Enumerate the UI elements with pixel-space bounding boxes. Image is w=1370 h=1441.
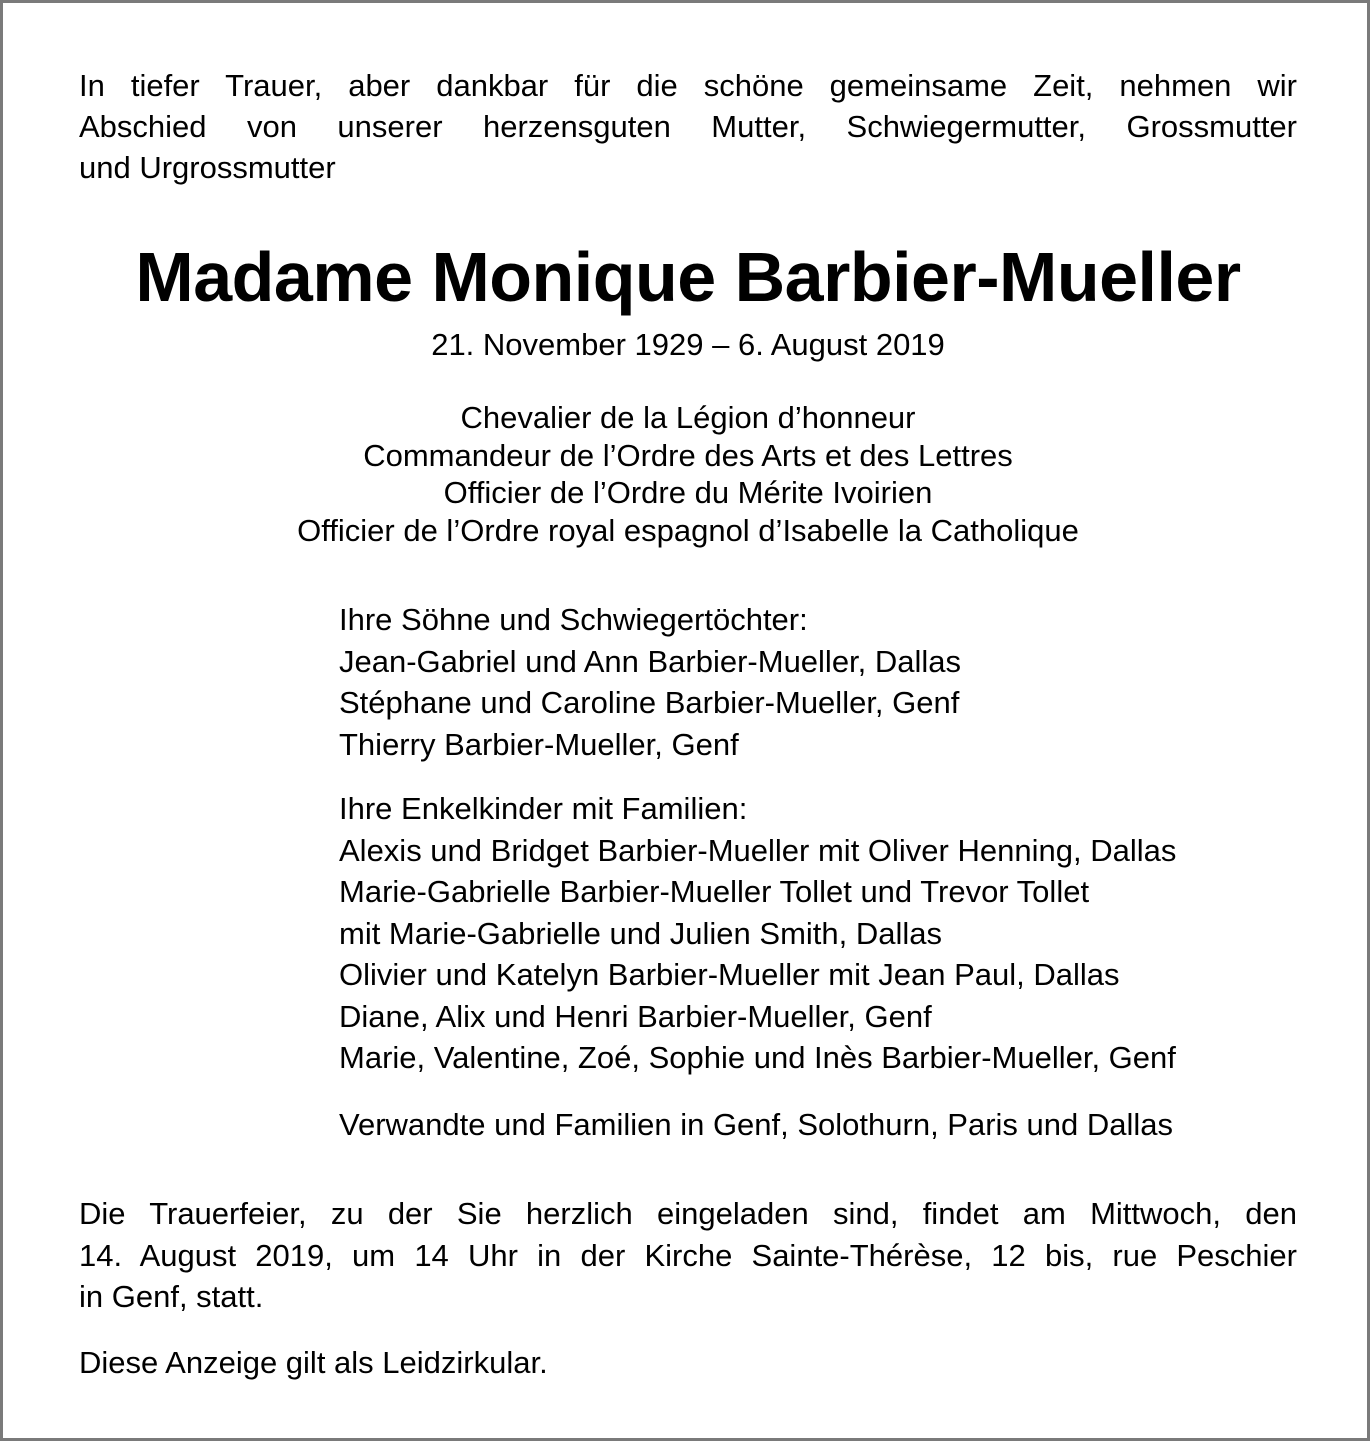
- intro-line: Abschied von unserer herzensguten Mutter, Schwiegermutter, Grossmutter: [79, 109, 1297, 144]
- family-line: Stéphane und Caroline Barbier-Mueller, Genf: [339, 685, 960, 720]
- ceremony-line: Die Trauerfeier, zu der Sie herzlich eingeladen sind, findet am Mittwoch, den: [79, 1196, 1297, 1231]
- intro-line: und Urgrossmutter: [79, 150, 336, 185]
- intro-line: In tiefer Trauer, aber dankbar für die schöne gemeinsame Zeit, nehmen wir: [79, 68, 1297, 103]
- sons-heading: Ihre Söhne und Schwiegertöchter:: [339, 602, 808, 637]
- notice-text: Diese Anzeige gilt als Leidzirkular.: [79, 1345, 548, 1380]
- family-line: Thierry Barbier-Mueller, Genf: [339, 726, 739, 762]
- grandchildren-list: [339, 788, 1339, 1079]
- family-line: Diane, Alix und Henri Barbier-Mueller, Genf: [339, 998, 932, 1034]
- family-line: Marie-Gabrielle Barbier-Mueller Tollet und Trevor Tollet: [339, 874, 1090, 909]
- ceremony-line: 14. August 2019, um 14 Uhr in der Kirche Sainte-Thérèse, 12 bis, rue Peschier: [79, 1237, 1297, 1273]
- honor-item: Commandeur de l’Ordre des Arts et des Lettres: [363, 437, 1013, 473]
- family-line: Alexis und Bridget Barbier-Mueller mit Oliver Henning, Dallas: [339, 832, 1177, 868]
- family-line: Jean-Gabriel und Ann Barbier-Mueller, Dallas: [339, 643, 962, 679]
- family-line: Olivier und Katelyn Barbier-Mueller mit Jean Paul, Dallas: [339, 957, 1120, 992]
- deceased-name: Madame Monique Barbier-Mueller: [135, 238, 1241, 316]
- family-line: mit Marie-Gabrielle und Julien Smith, Dallas: [339, 915, 943, 951]
- life-dates: 21. November 1929 – 6. August 2019: [431, 327, 945, 362]
- grandchildren-heading: Ihre Enkelkinder mit Familien:: [339, 791, 748, 826]
- ceremony-paragraph: [79, 1193, 1297, 1318]
- honors-list: [63, 399, 1313, 549]
- relatives-line: Verwandte und Familien in Genf, Solothurn, Paris und Dallas: [339, 1107, 1174, 1142]
- honor-item: Officier de l’Ordre royal espagnol d’Isabelle la Catholique: [297, 512, 1079, 548]
- honor-item: Officier de l’Ordre du Mérite Ivoirien: [443, 475, 933, 510]
- family-line: Marie, Valentine, Zoé, Sophie und Inès Barbier-Mueller, Genf: [339, 1040, 1176, 1075]
- honor-item: Chevalier de la Légion d’honneur: [460, 400, 916, 435]
- intro-paragraph: [79, 65, 1297, 188]
- sons-list: [339, 599, 1339, 765]
- ceremony-line: in Genf, statt.: [79, 1279, 264, 1314]
